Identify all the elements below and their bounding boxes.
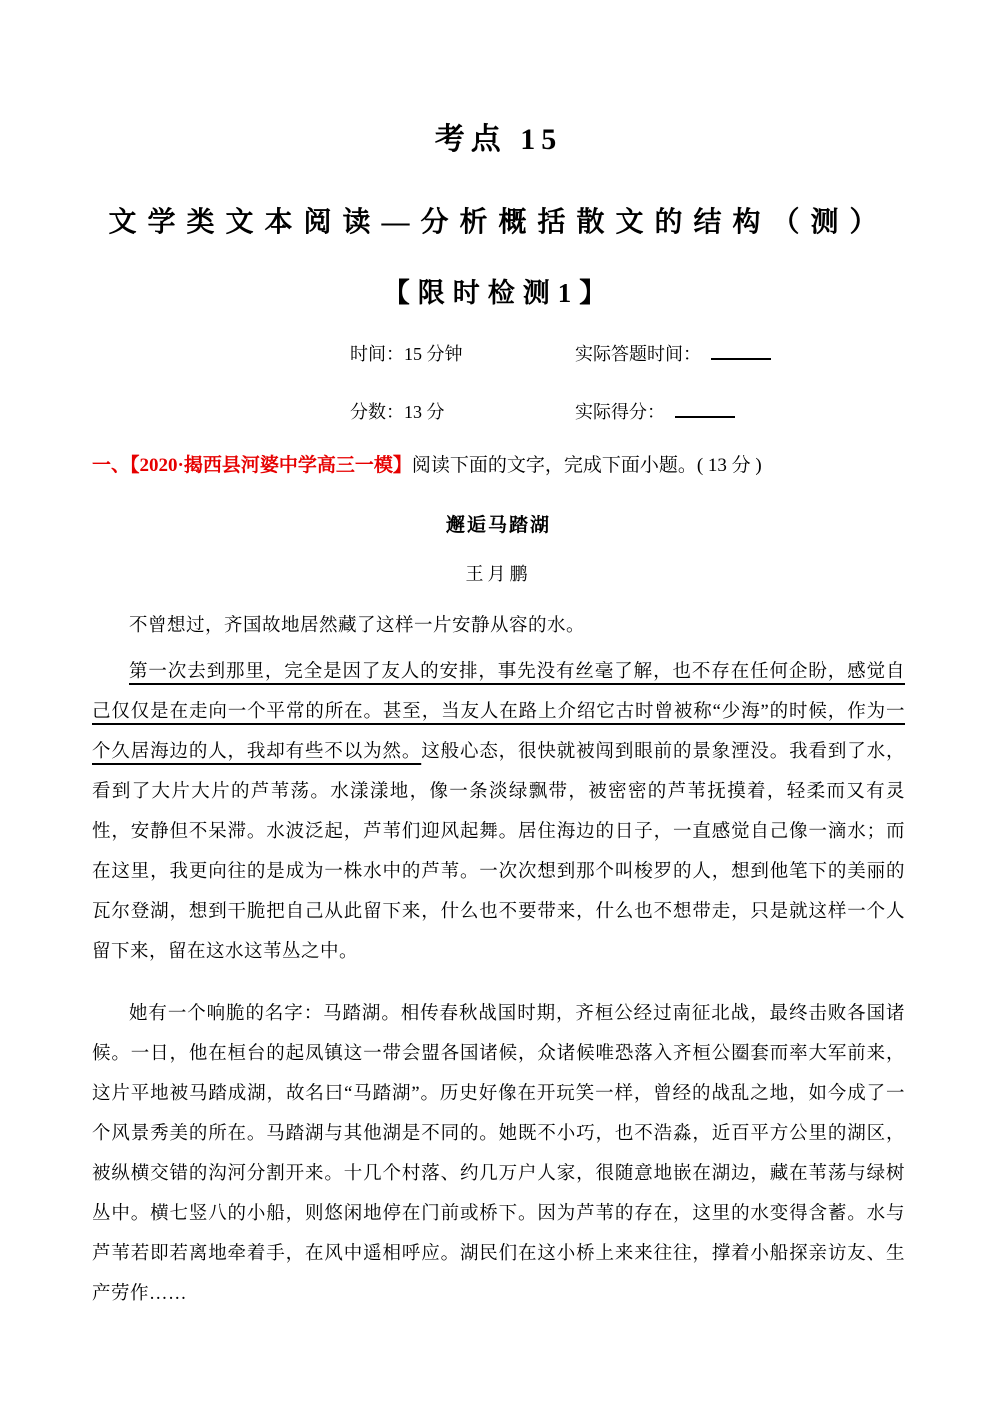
exam-subtitle: 文学类文本阅读—分析概括散文的结构（测） bbox=[108, 207, 889, 238]
actual-time-field bbox=[575, 334, 771, 374]
article-title: 邂逅马踏湖 bbox=[445, 515, 551, 536]
info-row-score bbox=[92, 392, 905, 432]
question-instruction: 阅读下面的文字，完成下面小题。( 13 分 ) bbox=[411, 455, 762, 476]
actual-score-field bbox=[575, 392, 735, 432]
time-limit-label: 时间：15 分钟 bbox=[350, 344, 463, 364]
actual-time-blank bbox=[711, 342, 771, 360]
paragraph-2-rest: 这般心态，很快就被闯到眼前的景象湮没。我看到了水，看到了大片大片的芦苇荡。水漾漾地，像一条淡绿飘带，被密密的芦苇抚摸着，轻柔而又有灵性，安静但不呆滞。水波泛起，芦苇们迎风起舞。居住海边的日子，一直感觉自己像一滴水；而在这里，我更向往的是成为一株水中的芦苇。一次次想到那个叫梭罗的人，想到他笔下的美丽的瓦尔登湖，想到干脆把自己从此留下来，什么也不要带来，什么也不想带走，只是就这样一个人留下来，留在这水这苇丛之中。 bbox=[92, 742, 905, 962]
info-row-time bbox=[92, 334, 905, 374]
exam-point-title: 考点 15 bbox=[434, 123, 563, 156]
article-paragraph-2 bbox=[92, 652, 905, 972]
actual-score-label: 实际得分： bbox=[575, 402, 665, 422]
actual-score-blank bbox=[675, 400, 735, 418]
article-author: 王月鹏 bbox=[465, 564, 532, 584]
article-paragraph-1: 不曾想过，齐国故地居然藏了这样一片安静从容的水。 bbox=[129, 616, 586, 636]
score-total-label: 分数：13 分 bbox=[350, 402, 445, 422]
article-paragraph-3: 她有一个响脆的名字：马踏湖。相传春秋战国时期，齐桓公经过南征北战，最终击败各国诸候。一日，他在桓台的起凤镇这一带会盟各国诸候，众诸候唯恐落入齐桓公圈套而率大军前来，这片平地被马踏成湖，故名曰“马踏湖”。历史好像在开玩笑一样，曾经的战乱之地，如今成了一个风景秀美的所在。马踏湖与其他湖是不同的。她既不小巧，也不浩淼，近百平方公里的湖区，被纵横交错的沟河分割开来。十几个村落、约几万户人家，很随意地嵌在湖边，藏在苇荡与绿树丛中。横七竖八的小船，则悠闲地停在门前或桥下。因为芦苇的存在，这里的水变得含蓄。水与芦苇若即若离地牵着手，在风中遥相呼应。湖民们在这小桥上来来往往，撑着小船探亲访友、生产劳作…… bbox=[92, 1004, 905, 1304]
underlined-passage: 第一次去到那里，完全是因了友人的安排，事先没有丝毫了解，也不存在任何企盼，感觉自己仅仅是在走向一个平常的所在。甚至，当友人在路上介绍它古时曾被称“少海”的时候，作为一个久居海边的人，我却有些不以为然。 bbox=[92, 662, 905, 762]
actual-time-label: 实际答题时间： bbox=[575, 344, 701, 364]
question-source: 一、【2020·揭西县河婆中学高三一模】 bbox=[92, 455, 412, 476]
question-header bbox=[92, 446, 905, 486]
timed-test-heading: 【限时检测1】 bbox=[382, 278, 615, 308]
